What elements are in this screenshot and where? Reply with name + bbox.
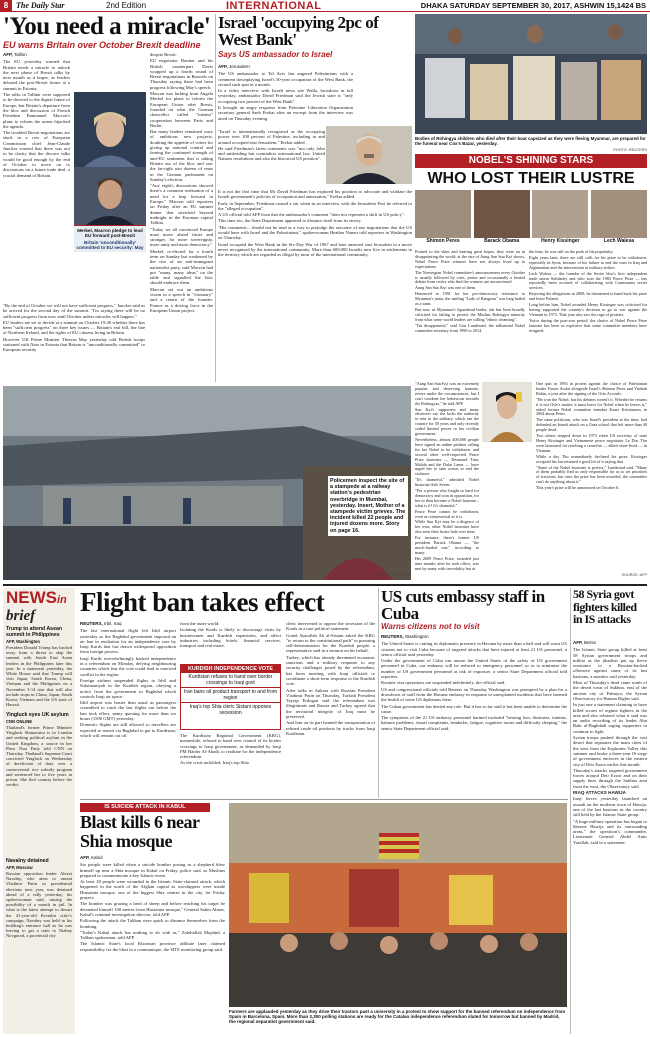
flight-byline: REUTERS, bbox=[80, 621, 103, 626]
kurdish-box-title: KURDISH INDEPENDENCE VOTE bbox=[181, 665, 280, 673]
nobel-r9: Two others stepped down in 1973 when US secretary of state Henry Kissinger and Vietnamese peace negotiator Le Duc Tho were honoured for reaching a ceasefire — albeit short-lived — in Vietnam. bbox=[536, 433, 647, 453]
israel-dateline: Jerusalem bbox=[228, 64, 250, 69]
flight-col-3 bbox=[286, 621, 375, 788]
brief-item-body: Thailand's former Prime Minister Yingluck Shinawatra is in London and seeking political asylum in the United Kingdom, a source in her Pheu Thai Party told CNN on Thursday. Thailand's Supreme Court convicted Yingluck on Wednesday of dereliction of duty over a controversial rice subsidy program and sentenced her to five years in prison. She fled country before the verdict. bbox=[6, 725, 72, 788]
brexit-p10: But many leaders remained wary of ambitious new projects, doubting the appetite of voters for giving up national control and fearing the continued strength of anti-EU sentiment that is taking Britain out of the bloc and saw the far-right win dozens of seats in the German parliament on Sunday's election. bbox=[150, 129, 213, 182]
syria-dateline: Beirut bbox=[583, 640, 596, 645]
nobel-l5: "I'm disappointed," said Geir Lundestad, the influential Nobel committee secretary from 1990 to 2014. bbox=[415, 322, 525, 333]
merkel-macron-photo bbox=[74, 92, 146, 225]
nobel-r11: "Some of the Nobel laureates is perfect," Lundestad said. "Many of them probably find us only responsible for us to set priorities of fractions, but once the prize has been awarded, the committee can't do anything about it." bbox=[536, 464, 647, 485]
kabul-body bbox=[80, 855, 225, 1034]
cuba-subhead: Warns citizens not to visit bbox=[381, 622, 480, 631]
friedman-photo bbox=[326, 126, 412, 184]
brief-list bbox=[3, 626, 75, 981]
nobel-l3: Honoured in 1991 for her pro-democracy resistance to Myanmar's junta, the smiling "Lady of Rangoon" was long hailed as a saint. bbox=[415, 291, 525, 307]
brexit-p7: despite Brexit. bbox=[150, 52, 177, 57]
kabul-p3: The bomber was grazing a herd of sheep and before reaching his target he detonated himself 100 metres from Hussainia mosque," General Salim Almas, Kabul's criminal investigation director, told AFP. bbox=[80, 901, 225, 917]
brief-item-body: President Donald Trump has backed away from a threat to skip the summit with South East Asian leaders in the Philippines later this year. In a statement yesterday, the White House said that Trump will visit Japan, South Korea, China, Vietnam and the Philippines on a November 3-14 tour that will also include stops in China, Japan, South Korea, Vietnam and the US state of Hawaii. bbox=[6, 645, 72, 708]
israel-story bbox=[218, 14, 412, 59]
flight-p4: Irbil airport was busier than usual as passengers scrambled to catch the last flights out before the ban took effect, many queuing for more than six hours (1500 GMT) yesterday. bbox=[80, 700, 176, 722]
cuba-body bbox=[381, 634, 567, 794]
brexit-p14: Macron set out an ambitious vision in a speech in "visionary" and a return of the founder. France as a driving force in the European Union project. bbox=[150, 286, 213, 313]
nobel-l1: The Norwegian Nobel committee's announcement every October is usually followed by cries, praise and occasionally a heated debate from critics who find the winners are unconvinced. bbox=[415, 269, 525, 285]
laureate-walesa bbox=[591, 190, 647, 246]
flight-p11: Grand Ayatollah Ali al-Sistani asked the KRG "to return to the constitutional path" in pursuing self-determination for the Kurdish people, a representative said in a sermon on his behalf. bbox=[286, 632, 375, 654]
brexit-p6: However UK Prime Minister Theresa May yesterday told British troops stationed with Nato in Estonia that Britain is "unconditionally committed" to European security bbox=[3, 336, 145, 353]
laureate-name: Henry Kissinger bbox=[541, 238, 580, 244]
cuba-headline: US cuts embassy staff in Cuba bbox=[381, 587, 545, 623]
brexit-dateline: Tallinn bbox=[13, 52, 27, 57]
brexit-p1: The EU yesterday warned that Britain needs a miracle to unlock the next phase of Brexit talks by next month as it hopes, as leaders debated the post-Brexit future at a summit in Estonia. bbox=[3, 59, 70, 91]
suu-kyi-photo bbox=[482, 382, 532, 442]
syria-p2: Most of Thursday's dead came south of the desert town of Sukhna, east of the ancient city of Palmyra, the Syrian Observatory for Human Rights said. bbox=[573, 680, 647, 701]
nobel-banner: NOBEL'S SHINING STARS bbox=[415, 154, 647, 168]
portrait-image bbox=[532, 190, 588, 238]
iraq-subhead: IRAQ ATTACKS HAWIJA bbox=[573, 790, 626, 796]
nobel-r10: While a day Tho immediately declined his prize, Kissinger accepted his but returned a good bit of it saying that bbox=[536, 453, 647, 464]
flight-col-1 bbox=[80, 621, 176, 788]
divider bbox=[80, 799, 568, 800]
kabul-label: IS SUICIDE ATTACK IN KABUL bbox=[80, 803, 210, 812]
news-in-brief bbox=[3, 588, 75, 1034]
flight-p13: After talks in Ankara with Russian President Vladimir Putin on Thursday, Turkish President Tayyip Erdogan said the referendum was illegitimate and Russia and Turkey agreed that the territorial integrity of Iraq must be preserved. bbox=[286, 687, 375, 720]
nobel-l12: While Suu Kyi may be a disgrace of her own, other Nobel laureates have also seen their lustre fade over time. bbox=[415, 519, 479, 535]
brief-item-source: AFP, Washington bbox=[6, 639, 40, 644]
flight-p9: As the crisis unfolded, Iraq's top Shia bbox=[180, 760, 249, 766]
flight-dateline: Irbil, Iraq bbox=[104, 621, 122, 626]
brexit-photo-caption-2: Britain 'unconditionally' committed to EU security: May bbox=[76, 240, 144, 250]
syria-headline: 58 Syria govt fighters killed in IS attacks bbox=[573, 587, 637, 626]
brief-title bbox=[3, 588, 75, 626]
nobel-credit: SOURCE: AFP bbox=[621, 573, 647, 577]
mumbai-caption: Policemen inspect the site of a stampede at a railway station's pedestrian overbridge in Mumbai, yesterday. Insert, Mother of a stampede victim grieves. The incident killed 22 people and injured dozens more. Story on page 16. bbox=[328, 476, 408, 536]
cuba-byline: REUTERS, bbox=[381, 634, 404, 639]
divider bbox=[378, 588, 379, 798]
laureate-kissinger bbox=[532, 190, 588, 246]
brexit-p12: "Today we all convinced Europe must move ahead faster and stronger, for more sovereignty, more unity and more democracy." bbox=[150, 226, 213, 248]
kurdish-vote-box bbox=[180, 664, 281, 730]
kabul-p4: Following the attack the Taliban were quick to distance themselves from the bombing. bbox=[80, 918, 225, 929]
israel-p6: It is not the first time that Mr David Friedman has explored his position to advocate and validate the Israeli government's policies of occupation and annexation," Erekat added. bbox=[218, 189, 412, 200]
syria-byline: AFP, bbox=[573, 640, 583, 645]
kabul-p6: The Islamic State's local Khorasan province affiliate later claimed responsibility for the blast in a communique, the SITE monitoring group said. bbox=[80, 941, 225, 952]
brexit-subhead: EU warns Britain over October Brexit deadline bbox=[3, 40, 201, 50]
nobel-l2: Aung San Suu Kyi was one of them. bbox=[415, 285, 477, 291]
nobel-portraits bbox=[415, 190, 647, 246]
israel-subhead: Says US ambassador to Israel bbox=[218, 50, 333, 59]
nobel-r3: Rejecting the allegations in 2008, he threatened to hand back his prize and leave Poland. bbox=[529, 291, 647, 302]
flight-p6: from the outer world. bbox=[180, 621, 220, 626]
nobel-l4: But now, as Myanmar's figurehead leader, she has been broadly criticised for failing to protect the Muslim Rohingya minority from what some world leaders are calling "ethnic cleansing". bbox=[415, 306, 525, 322]
nobel-col-left-bottom bbox=[415, 382, 479, 580]
cuba-dateline: Washington bbox=[405, 634, 429, 639]
nobel-l9: "It's shameful," admitted Nobel historian Asle Sveen. bbox=[415, 477, 479, 488]
israel-p11: Israel occupied the West Bank in the Six-Day War of 1967 and later annexed east Jerusalem in a move never recognised by the international community. More than 600,000 Israelis now live in settlements in the territory which are regarded as illegal by most of the international community. bbox=[218, 241, 412, 258]
brexit-photo-caption-box bbox=[74, 225, 146, 252]
divider bbox=[3, 584, 647, 586]
syria-p1: The Islamic State group killed at least 58 Syrian government troops and militia as the jihadists put up fierce resistance to a Russian-backed offensive against some of its last bastions, a monitor said yesterday. bbox=[573, 647, 647, 679]
kurdish-box-item: Iran bans oil product transport to and from region bbox=[181, 688, 280, 703]
flight-p1: The last international flight left Irbil airport yesterday as the Baghdad government imposed an air ban in retaliation for an independence vote by Iraqi Kurds that has drawn widespread opposition from foreign powers. bbox=[80, 628, 176, 655]
brexit-p11: "Any eight's discussions showed there's a common realisation of a need for a leap forward in Europe," Macron told reporters on Friday after an EU summit dinner that stretched beyond midnight in the Estonian capital Tallinn. bbox=[150, 183, 213, 226]
laureate-name: Shimon Peres bbox=[426, 238, 460, 244]
brief-item-body: Russian opposition leader Alexei Navalny, who aims to unseat Vladimir Putin in presidential elections next year, was detained ahead of a rally yesterday, his spokeswoman said, raising the possibility of a month in jail. In what is the latest attempt to thwart the 41-year-old Kremlin critic's campaign, Navalny was held in his building's entrance hall as he was leaving to get a train to Nizhny Novgorod, a provincial city. bbox=[6, 871, 72, 939]
kabul-p2: At least 20 people were wounded in the Islamic State-claimed attack, which happened in the north of the Afghan capital as worshippers were inside Hussainia mosque, one of the biggest Shia centres in the city, for Friday prayers. bbox=[80, 879, 225, 901]
issue-date: DHAKA SATURDAY SEPTEMBER 30, 2017, ASHWIN 15,1424 BS bbox=[420, 1, 646, 10]
laureate-obama bbox=[474, 190, 530, 246]
israel-col-3 bbox=[218, 189, 412, 382]
nobel-l6: "Aung San Suu Kyi was an extremely popular and deserving laureate, revere under the circumstances, but I can't condone her behaviour towards the Rohingyas," he told AFP. bbox=[415, 382, 479, 406]
nobel-l8: Nevertheless, almost 400,000 people have signed an online petition calling for her Nobel to be withdrawn, and several other well-respected Peace Prize laureates — Desmond Tutu, Malala and the Dalai Lama — have urged her to take action to end the violence. bbox=[415, 436, 479, 477]
brief-item-head: Yingluck eyes UK asylum bbox=[6, 712, 69, 718]
kabul-dateline: Kabul bbox=[90, 855, 103, 860]
syria-story bbox=[573, 588, 647, 626]
section-label: INTERNATIONAL bbox=[226, 0, 322, 12]
nobel-l13: For instance, there's former US president Barack Obama — "the much-lauded one," according to many. bbox=[415, 535, 479, 555]
nobel-l7: Suu Kyi's supporters and many observers say she lacks the authority to rein in the military, which ran the country for 50 years and only recently ceded limited power to her civilian government. bbox=[415, 406, 479, 437]
catalonia-photo bbox=[229, 803, 567, 1007]
israel-headline: Israel 'occupying 2pc of West Bank' bbox=[218, 13, 379, 49]
israel-p8: A US official told AFP from that the ambassador's comment "does not represent a shift in US policy". bbox=[218, 212, 405, 218]
rohingya-credit: PHOTO: REUTERS bbox=[613, 148, 647, 152]
syria-p7: "A huge military operation has begun to liberate Hawija and its surrounding areas," the operation's commander, Lieutenant General Abdel Amir Yarallah, said in a statement. bbox=[573, 818, 647, 845]
brexit-byline: AFP, bbox=[3, 52, 13, 57]
israel-p5: He said Friedman's latest comments was "not only false and misleading but contradicts international law, United Nations resolutions and also the historical US position". bbox=[218, 145, 325, 162]
brexit-p9: Macron was lurking from Angela Merkel for plans to reform the European Union after Brexit, founded on what the German chancellor called "intense" cooperation between Paris and Berlin. bbox=[150, 91, 213, 128]
syria-p5: Thursday's attacks targeted government forces around Deir Ezzor and on their supply lines through the Sukhna area from the west, the Observatory said. bbox=[573, 767, 647, 789]
nobel-r12: This year's prize will be announced on October 6. bbox=[536, 485, 620, 491]
brexit-col-1 bbox=[3, 52, 70, 303]
nobel-r4: Long before him, Nobel awarded Henry Kissinger was criticised for having supported the country's decision to go to war against the Vietnam in 1973. That year also saw the rage of protests. bbox=[529, 302, 647, 317]
nobel-r5: Twice during the post-war period, the choice of Nobel Peace Prize laureate has been so explosive that some committee members have resigned. bbox=[529, 317, 647, 333]
rohingya-caption: Bodies of Rohingya children who died after their boat capsized as they were fleeing Myanmar, are prepared for the funeral near Cox's Bazar, yesterday. bbox=[415, 136, 646, 146]
nobel-r0: the time, he was still on the peak of his popularity. bbox=[529, 250, 614, 254]
brexit-p13: Merkel, re-elected for a fourth term on Sunday but weakened by the rise of an anti-immigrant nationalist party, said Macron had put "many, many ideas" on the table and signalled the bloc should embrace them. bbox=[150, 248, 213, 286]
israel-p1: The US ambassador to Tel Aviv has angered Palestinians with a comment downplaying Israel's 50-year occupation of the West Bank, the second such spat in a month. bbox=[218, 71, 353, 87]
nobel-l0: Praised to the skies and bearing great hopes, they were an in disappointing the world: at the rate of Aung San Suu Kyi shows, Nobel Peace Prize winners have not always lived up to expectations. bbox=[415, 250, 525, 269]
cuba-p5: The Cuban government has denied any role. But it has so far said it has been unable to determine the cause. bbox=[381, 703, 567, 714]
syria-p4: Syrian troops pushed through the vast desert that separates the main cities of the west from the Euphrates Valley this summer and broke a three-year IS siege of government enclaves in the eastern city of Deir Ezzor earlier this month. bbox=[573, 735, 647, 767]
nobel-title: WHO LOST THEIR LUSTRE bbox=[427, 170, 635, 187]
nobel-r1: Eight years later, there are still calls for his prize to be withdrawn, especially in Syria, because of his failure to end the wars in Iraq and Afghanistan and the intervention in military strikes. bbox=[529, 254, 647, 270]
mumbai-credit: PHOTO: REUTERS bbox=[376, 573, 410, 577]
nobel-col-right-bottom bbox=[536, 382, 647, 572]
flight-p5: Domestic flights are still allowed so travellers are expected to transit via Baghdad to get to Kurdistan, which will remain cut off bbox=[80, 722, 176, 738]
nobel-l14: His 2009 Peace Prize, awarded just nine months after he took office, was met by many with incredulity but at bbox=[415, 555, 479, 571]
brexit-p4: "By the end of October we will not have sufficient progress," Juncker said as he arrived for the second day of the summit. "I'm saying there will be no sufficient progress from now until October unless miracles will happen." bbox=[3, 303, 145, 319]
flight-col-2 bbox=[180, 621, 281, 661]
brief-title-in: in bbox=[57, 594, 67, 606]
brexit-p3: The troubled Brexit negotiations are stuck in a row of European Commission chief Jean-Claude Juncker warned that there was not to be clarity that the divorce talks would be good enough by the end of October to move on to discussions on a future trade deal, a crucial demand of Britain. bbox=[3, 130, 70, 178]
cuba-p3: Routine visa operations are suspended indefinitely, the official said. bbox=[381, 680, 506, 686]
brief-item-head: Navalny detained bbox=[6, 858, 49, 864]
israel-col-1 bbox=[218, 64, 353, 129]
nobel-r2: Lech Walesa — the founder of the Soviet bloc's first independent trade union Solidarity and who won the 1983 Peace Prize — has reportedly been accused of collaborating with Communist secret services. bbox=[529, 270, 647, 291]
brexit-story bbox=[3, 14, 213, 50]
brexit-headline: 'You need a miracle' bbox=[3, 13, 211, 40]
flight-p14: And Iran on its part banned the transportation of refined crude oil products by trucks from Iraqi Kurdistan. bbox=[286, 720, 375, 736]
brief-item-head: Trump to attend Asean summit in Philippines bbox=[6, 626, 63, 638]
flight-p7: Isolating the Kurds is likely to discourage visits by businessmen and Kurdish expatriates, and affect industries including hotels, financial services, transport and real estate. bbox=[180, 627, 281, 649]
israel-p4: "Israel is internationally recognised as the occupying power over 100 percent of Palestine, including in and around occupied east Jerusalem," Erekat added. bbox=[218, 129, 325, 145]
syria-p6: Iraqi forces yesterday launched an assault on the northern town of Hawija, one of the last bastions in the country still held by the Islamic State group. bbox=[573, 796, 647, 818]
brief-title-brief: brief bbox=[6, 608, 36, 624]
brief-item bbox=[6, 712, 72, 855]
brexit-p2: The talks in Tallinn were supposed to be devoted to the digital future of Europe, but Britain's departure from the bloc and discussion of French President Emmanuel Macron's plans to reform the union hijacked the agenda. bbox=[3, 92, 70, 129]
divider bbox=[570, 588, 571, 1034]
brief-title-news: NEWS bbox=[6, 588, 57, 607]
flight-p2: Iraqi Kurds overwhelmingly backed independence in a referendum on Monday, defying neighbouring countries which fear the vote could lead to renewed conflict in the region. bbox=[80, 655, 176, 677]
cuba-p4: US and congressional officials told Reuters on Thursday Washington was prompted by a plan for a drawdown of staff from the Havana embassy in response to unexplained incidents that have harmed the health of some US diplomats there. bbox=[381, 686, 567, 703]
kurdish-box-item: Iraq's top Shia cleric Sistani opposes secession bbox=[189, 704, 272, 716]
nobel-col-left-top bbox=[415, 250, 525, 382]
brexit-col-3 bbox=[150, 52, 213, 383]
flight-p12: Turkey, which has already threatened economic sanctions and a military response to any security challenges posed by the referendum, has been meeting with Iraqi officials to coordinate a short-term response to the Kurdish vote. bbox=[286, 654, 375, 687]
brief-item-source: AFP, Moscow bbox=[6, 865, 33, 870]
israel-p7: Early in September, Friedman caused a stir when in an interview with the Jerusalem Post he referred to the "alleged occupation". bbox=[218, 200, 412, 211]
kurdish-box-item: Kurdistan refuses to hand over border crossings to Iraqi govt bbox=[181, 673, 280, 688]
laureate-name: Barack Obama bbox=[484, 238, 520, 244]
cuba-p6: The symptoms of the 21 US embassy personnel harmed included "hearing loss, dizziness, tinnitus, balance problems, visual complaints, headache, fatigue, cognitive issues and difficulty sleeping," the senior State Department official said. bbox=[381, 715, 567, 731]
israel-col-2 bbox=[218, 129, 325, 189]
edition-label: 2nd Edition bbox=[106, 1, 147, 10]
flight-headline: Flight ban takes effect bbox=[80, 587, 325, 617]
portrait-image bbox=[474, 190, 530, 238]
cuba-p1: The United States is cutting its diplomatic presence in Havana by more than a half and will warn US citizens not to visit Cuba because of targeted attacks that have injured at least 21 US personnel, a senior official said yesterday. bbox=[381, 641, 567, 657]
kabul-p5: "Today's Kabul attack has nothing to do with us," Zabihullah Mujahid, a Taliban spokesman, told AFP. bbox=[80, 929, 225, 941]
catalonia-caption: Farmers are applauded yesterday as they drive their tractors past a university in a protest to show support for the banned referendum on independence from Spain in Barcelona, Spain. More than 2,300 polling stations are ready for the Catalan independence referendum slated for tomorrow but banned by Madrid, the regional separatist government said. bbox=[229, 1009, 566, 1025]
nobel-l11: Peace Prize cannot be withdrawn, even as controversial as it is. bbox=[415, 508, 479, 519]
brief-item bbox=[6, 858, 72, 981]
flight-p8: The Kurdistan Regional Government (KRG), meanwhile, refused to hand over control of its border crossings to Iraqi government, as demanded by Iraqi PM Haider Al-Abadi, to retaliate for the independence referendum. bbox=[180, 733, 281, 760]
brexit-p8: EU negotiator Barnier and his British counterpart Davis wrapped up a fourth round of Brexit negotiations in Brussels on Thursday saying there had been progress following May's speech. bbox=[150, 58, 213, 90]
kabul-byline: AFP, bbox=[80, 855, 90, 860]
brexit-photo-caption: Merkel, Macron pledge to lead EU forward post-Brexit bbox=[77, 228, 143, 238]
israel-p3: It brought an angry response from Palestine Liberation Organization secretary general Saeb Erekat after an excerpt from the interview was aired on Thursday evening. bbox=[218, 105, 353, 121]
laureate-peres bbox=[415, 190, 471, 246]
kabul-headline: Blast kills 6 near Shia mosque bbox=[80, 812, 200, 851]
cuba-story bbox=[381, 588, 567, 632]
portrait-image bbox=[415, 190, 471, 238]
laureate-name: Lech Walesa bbox=[603, 238, 635, 244]
page-number: 8 bbox=[0, 0, 12, 11]
nobel-l10: "For a person who fought so hard for democracy and won in opposition, for her to then become a Nobel laureate... what is it? It's shameful." bbox=[415, 488, 479, 508]
flight-p10: cleric intervened to oppose the secession of the Kurds in a rare political statement. bbox=[286, 621, 375, 632]
cuba-p2: Under the government of Cuba can assure the United States of the safety of US government personnel in Cuba, our embassy will be reduced to emergency personnel so as to minimize the number of US government personnel at risk of exposure, a senior State Department official told reporters. bbox=[381, 658, 567, 680]
rohingya-photo bbox=[415, 14, 647, 134]
paper-name: The Daily Star bbox=[16, 1, 65, 10]
nobel-r8: The same politician, who was Israel's president at the time, had defended an Israeli attack on a Gaza school that left more than 40 people dead. bbox=[536, 417, 647, 433]
portrait-image bbox=[591, 190, 647, 238]
brexit-col-1b bbox=[3, 303, 145, 383]
kabul-p1: Six people were killed when a suicide bomber posing as a shepherd blew himself up near a Shia mosque in Kabul on Friday, police said, as Muslims prepared to commemorate a key Islamic event. bbox=[80, 862, 225, 878]
israel-p2: In a video interview with Israeli news site Walla, broadcast in full yesterday, ambassador David Friedman said the Jewish state is "only occupying two percent of the West Bank". bbox=[218, 88, 353, 104]
brexit-p5: EU leaders are set to decide at a summit on October 19-20 whether there has been "sufficient progress" on three key issues — Britain's exit bill, the fate of Northern Ireland, and the rights of EU citizens living in Britain. bbox=[3, 319, 145, 336]
flight-p3: Foreign airlines suspended flights to Irbil and Sulaimaniyah in the Kurdish region, obeying a notice from the government in Baghdad which controls Iraqi air space. bbox=[80, 677, 176, 699]
syria-body bbox=[573, 640, 647, 1034]
syria-p3: In just one a statement claiming to have killed scores of regime fighters in the area and also released what it said was an audio recording of its leader Abu Bakr al-Baghdadi urging supporters to continue to fight. bbox=[573, 702, 647, 734]
israel-p9: This time too, the State Department appeared to distance itself from its envoy. bbox=[218, 218, 362, 224]
nobel-r7: "He won the Nobel, but his debates weren't it. Whether he returns it is not Oslo's matter, it must leave for Nobel when he leaves it," asked former Nobel committee member Kaare Kristiansen, in 2004 about Peres. bbox=[536, 396, 647, 417]
brief-item bbox=[6, 626, 72, 709]
nobel-r6: One quit in 1994 in protest against the choice of Palestinian leader Yasser Arafat alongside Israel's Shimon Peres and Yitzhak Rabin, a year after the signing of the Oslo Accords. bbox=[536, 382, 647, 396]
israel-byline: AFP, bbox=[218, 64, 228, 69]
masthead bbox=[0, 0, 650, 12]
divider bbox=[215, 14, 216, 382]
israel-p10: "His comments... should not be read as a way to prejudge the outcome of any negotiations that the US would have with Israel and the Palestinians," spokeswoman Heather Nauert told reporters in Washington on Thursday. bbox=[218, 224, 412, 241]
nobel-col-right-top bbox=[529, 250, 647, 382]
flight-col-2b bbox=[180, 733, 281, 788]
brief-item-source: CNN ONLINE bbox=[6, 719, 33, 724]
